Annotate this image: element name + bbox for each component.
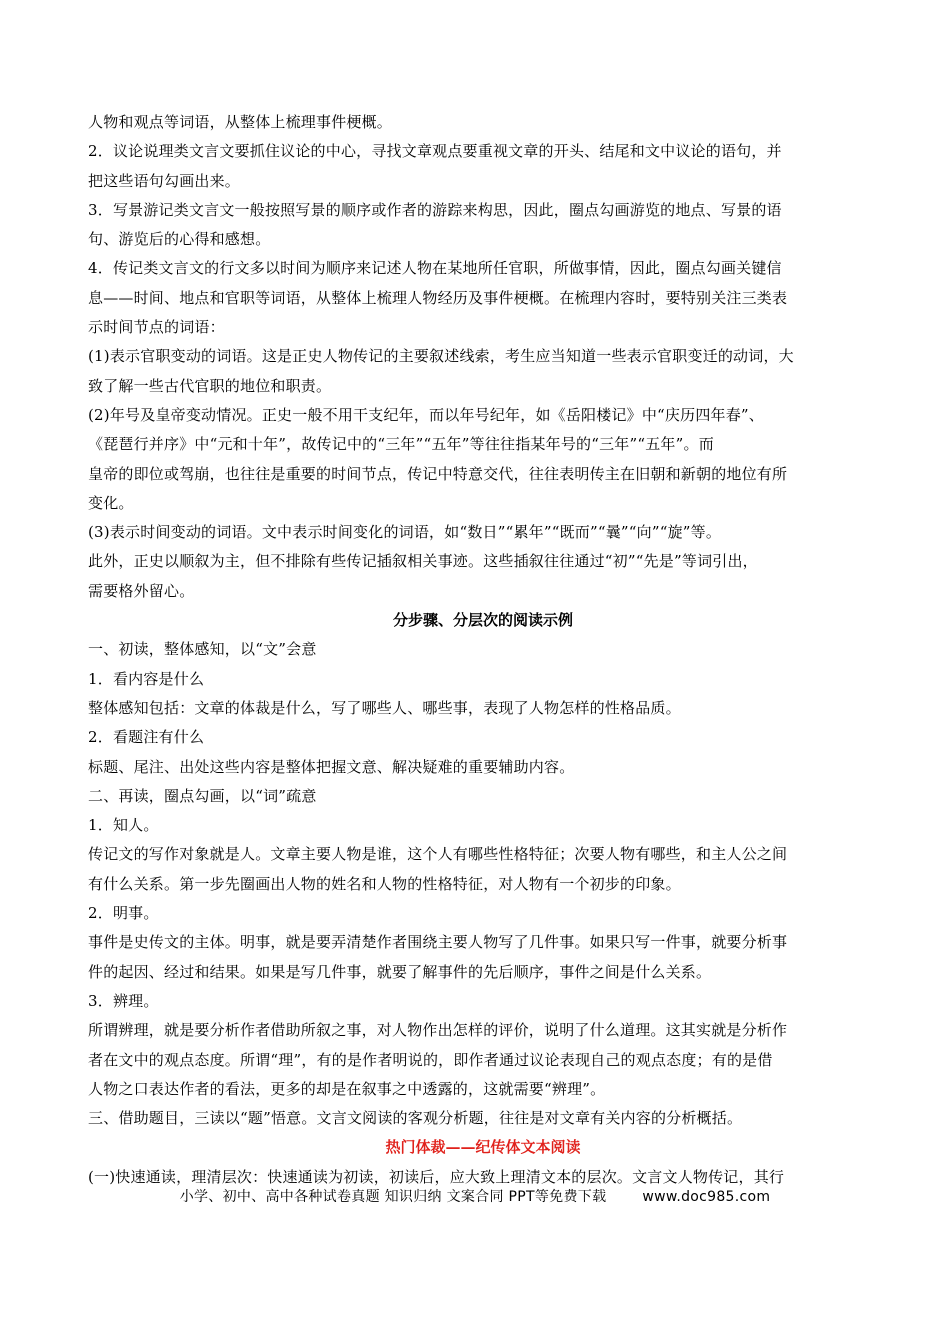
text-line: 标题、尾注、出处这些内容是整体把握文意、解决疑难的重要辅助内容。 bbox=[88, 757, 575, 776]
text-line: 人物之口表达作者的看法，更多的却是在叙事之中透露的，这就需要“辨理”。 bbox=[88, 1079, 606, 1098]
text-line: 此外，正史以顺叙为主，但不排除有些传记插叙相关事迹。这些插叙往往通过“初”“先是”等词引出， bbox=[88, 552, 758, 571]
text-line: 2．明事。 bbox=[88, 904, 159, 923]
text-line: 2．看题注有什么 bbox=[88, 728, 205, 747]
text-line: (3)表示时间变动的词语。文中表示时间变化的词语，如“数日”“累年”“既而”“曩”“向”“旋”等。 bbox=[88, 523, 722, 542]
text-line: (2)年号及皇帝变动情况。正史一般不用干支纪年，而以年号纪年，如《岳阳楼记》中“庆历四年春”、 bbox=[88, 405, 764, 424]
footer-text: 小学、初中、高中各种试卷真题 知识归纳 文案合同 PPT等免费下载 bbox=[179, 1189, 607, 1205]
document-body bbox=[88, 108, 878, 1192]
text-line: (1)表示官职变动的词语。这是正史人物传记的主要叙述线索，考生应当知道一些表示官职变迁的动词，大 bbox=[88, 347, 794, 366]
text-line: 皇帝的即位或驾崩，也往往是重要的时间节点，传记中特意交代，往往表明传主在旧朝和新朝的地位有所 bbox=[88, 464, 788, 483]
text-line: 句、游览后的心得和感想。 bbox=[88, 230, 271, 249]
text-line: 所谓辨理，就是要分析作者借助所叙之事，对人物作出怎样的评价，说明了什么道理。这其实就是分析作 bbox=[88, 1021, 788, 1040]
text-line: 致了解一些古代官职的地位和职责。 bbox=[88, 376, 332, 395]
text-line: 者在文中的观点态度。所谓“理”，有的是作者明说的，即作者通过议论表现自己的观点态度；有的是借 bbox=[88, 1050, 773, 1069]
text-line: 一、初读，整体感知，以“文”会意 bbox=[88, 640, 317, 659]
text-line: 3．写景游记类文言文一般按照写景的顺序或作者的游踪来构思，因此，圈点勾画游览的地点、写景的语 bbox=[88, 200, 782, 219]
section-heading-red: 热门体裁——纪传体文本阅读 bbox=[385, 1138, 581, 1157]
text-line: 需要格外留心。 bbox=[88, 581, 195, 600]
text-line: 《琵琶行并序》中“元和十年”，故传记中的“三年”“五年”等往往指某年号的“三年”“五年”。而 bbox=[88, 435, 714, 454]
text-line: 三、借助题目，三读以“题”悟意。文言文阅读的客观分析题，往往是对文章有关内容的分析概括。 bbox=[88, 1109, 743, 1128]
text-line: (一)快速通读，理清层次：快速通读为初读，初读后，应大致上理清文本的层次。文言文人物传记，其行 bbox=[88, 1167, 785, 1186]
text-line: 变化。 bbox=[88, 493, 134, 512]
text-line: 传记文的写作对象就是人。文章主要人物是谁，这个人有哪些性格特征；次要人物有哪些，和主人公之间 bbox=[88, 845, 788, 864]
text-line: 示时间节点的词语： bbox=[88, 318, 225, 337]
text-line: 4．传记类文言文的行文多以时间为顺序来记述人物在某地所任官职，所做事情，因此，圈点勾画关键信 bbox=[88, 259, 782, 278]
text-line: 3．辨理。 bbox=[88, 991, 159, 1010]
page-footer bbox=[0, 1186, 950, 1206]
footer-url: www.doc985.com bbox=[642, 1189, 771, 1205]
text-line: 人物和观点等词语，从整体上梳理事件梗概。 bbox=[88, 113, 393, 131]
text-line: 事件是史传文的主体。明事，就是要弄清楚作者围绕主要人物写了几件事。如果只写一件事，就要分析事 bbox=[88, 933, 788, 952]
text-line: 1．看内容是什么 bbox=[88, 669, 205, 688]
text-line: 件的起因、经过和结果。如果是写几件事，就要了解事件的先后顺序，事件之间是什么关系。 bbox=[88, 962, 712, 981]
text-line: 整体感知包括：文章的体裁是什么，写了哪些人、哪些事，表现了人物怎样的性格品质。 bbox=[88, 698, 681, 717]
text-line: 息——时间、地点和官职等词语，从整体上梳理人物经历及事件梗概。在梳理内容时，要特别关注三类表 bbox=[88, 288, 788, 307]
text-line: 把这些语句勾画出来。 bbox=[88, 171, 241, 190]
text-line: 2．议论说理类文言文要抓住议论的中心，寻找文章观点要重视文章的开头、结尾和文中议论的语句，并 bbox=[88, 142, 782, 161]
text-line: 1．知人。 bbox=[88, 816, 159, 835]
text-line: 二、再读，圈点勾画，以“词”疏意 bbox=[88, 786, 317, 805]
text-line: 有什么关系。第一步先圈画出人物的姓名和人物的性格特征，对人物有一个初步的印象。 bbox=[88, 874, 681, 893]
section-heading: 分步骤、分层次的阅读示例 bbox=[392, 611, 573, 630]
